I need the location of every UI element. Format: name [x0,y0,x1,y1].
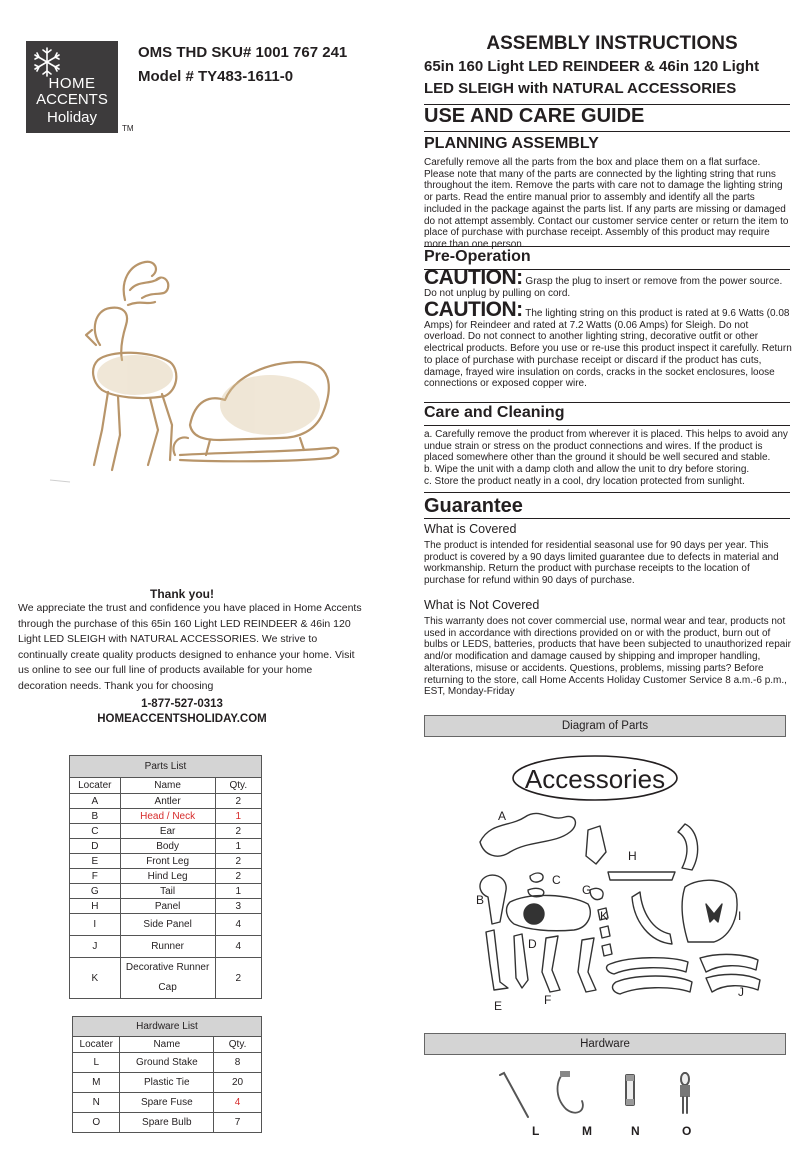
header-name: Name [120,778,215,794]
cell-locater: F [70,869,121,884]
cell-qty: 2 [215,869,261,884]
hardware-letter-o: O [682,1124,692,1138]
cell-name-line1: Decorative Runner [125,962,210,973]
diagram-label-i: I [738,909,742,923]
parts-list-table [69,755,262,999]
cell-name: Spare Bulb [120,1113,214,1133]
table-row [73,1093,262,1113]
hardware-illustration [480,1065,710,1125]
header-name: Name [120,1037,214,1053]
cell-qty: 3 [215,899,261,914]
ground-stake-icon [500,1073,528,1117]
spare-bulb-icon [681,1073,689,1085]
accessories-label: Accessories [524,764,666,794]
cell-name: Panel [120,899,215,914]
cell-name: Ground Stake [120,1053,214,1073]
what-is-covered-body: The product is intended for residential seasonal use for 90 days per year. This product is covered by a 90 days limited guarantee due to defects in material and workmanship. Return the product with purchase receipts to the location of purchase for refund within 90 days of purchase. [424,540,779,587]
care-and-cleaning-title: Care and Cleaning [424,404,565,421]
product-name-line1: 65in 160 Light LED REINDEER & 46in 120 Light [424,58,760,75]
reindeer-sleigh-illustration [30,250,360,490]
table-row [70,839,262,854]
divider [424,518,790,519]
cell-qty: 1 [215,839,261,854]
thank-you-title: Thank you! [149,587,214,601]
diagram-label-h: H [628,849,637,863]
divider [424,131,790,132]
cell-qty: 4 [215,936,261,958]
diagram-label-e: E [494,999,503,1013]
logo-line-accents: ACCENTS [36,91,108,108]
caution-label: CAUTION: [424,266,523,289]
hardware-letter-n: N [631,1124,640,1138]
table-row [70,809,262,824]
model-number: Model # TY483-1611-0 [138,68,294,85]
cell-qty: 8 [214,1053,262,1073]
cell-qty: 2 [215,958,261,999]
cell-name-line2: Cap [158,982,177,993]
cell-locater: A [70,794,121,809]
table-row [70,824,262,839]
customer-service-phone: 1-877-527-0313 [141,698,223,710]
care-item-a: a. Carefully remove the product from wherever it is placed. This helps to avoid any undue strain or stress on the product connections and wires. If the product is placed somewhere other than the ground it should be well secured and stable. [424,429,788,464]
hardware-letter-l: L [532,1124,540,1138]
hardware-list-caption: Hardware List [73,1017,262,1037]
planning-assembly-title: PLANNING ASSEMBLY [424,135,599,152]
cell-locater: K [70,958,121,999]
divider [424,402,790,403]
caution-label: CAUTION: [424,298,523,321]
what-is-covered-title: What is Covered [424,522,517,536]
header-locater: Locater [73,1037,120,1053]
cell-qty: 2 [215,794,261,809]
trademark-mark: TM [122,124,134,133]
guarantee-title: Guarantee [424,495,523,517]
header-qty: Qty. [215,778,261,794]
planning-assembly-body: Carefully remove all the parts from the box and place them on a flat surface. Please note that many of the parts are connected by the lighting string that runs throughout the item. Remove the parts with care not to damage the lighting string or parts. Read the entire manual prior to assembly and identify all the parts included in the package against the parts list. If any parts are missing or damaged do not attempt assembly. Contact our customer service center or return the item to place of purchase with purchase receipt. Assembly of this product may require more than one person. [424,157,789,250]
caution-rating [424,298,792,390]
assembly-instructions-title: ASSEMBLY INSTRUCTIONS [486,33,738,54]
table-row [70,869,262,884]
cell-qty: 4 [214,1093,262,1113]
use-and-care-title: USE AND CARE GUIDE [424,105,645,127]
cell-qty: 20 [214,1073,262,1093]
table-row [73,1113,262,1133]
diagram-label-d: D [528,937,537,951]
divider [424,246,790,247]
diagram-label-k: K [600,909,609,923]
diagram-label-c: C [552,873,561,887]
caution-plug [424,266,792,299]
cell-qty: 4 [215,914,261,936]
cell-locater: J [70,936,121,958]
cell-name: Ear [120,824,215,839]
product-name-line2: LED SLEIGH with NATURAL ACCESSORIES [424,80,737,97]
care-and-cleaning-body [424,429,792,488]
table-row [73,1073,262,1093]
cell-name: Hind Leg [120,869,215,884]
diagram-label-g: G [582,883,592,897]
table-row [70,958,262,999]
caution-plug-text: Grasp the plug to insert or remove from the power source. Do not unplug by pulling on cord. [424,276,783,299]
parts-list-caption: Parts List [70,756,262,778]
thank-you-message: We appreciate the trust and confidence you have placed in Home Accents through the purchase of this 65in 160 Light LED REINDEER & 46in 120 Light LED SLEIGH with NATURAL ACCESSORIES. We strive to continually create quality products designed to enhance your home. Visit us online to see our full line of products available for your home decoration needs. Thank you for choosing [18,602,362,692]
diagram-of-parts-bar: Diagram of Parts [424,715,786,737]
caution-rating-text: The lighting string on this product is rated at 9.6 Watts (0.08 Amps) for Reindeer and rated at 7.2 Watts (0.06 Amps) for Sleigh. Do not overload. Do not connect to another lighting string, decorative outfit or other electrical products. Before you use or re-use this product inspect it carefully. Return to place of purchase with purchase receipt or discard if the product has cuts, damage, frayed wire insulation on cords, cracks in the socket enclosures, loose connections or exposed copper wire. [424,308,792,390]
diagram-label-f: F [544,993,552,1007]
cell-name: Tail [120,884,215,899]
table-row [70,936,262,958]
hardware-bar: Hardware [424,1033,786,1055]
what-is-not-covered-body: This warranty does not cover commercial use, normal wear and tear, products not used in accordance with directions provided on or with the product, burn out of bulbs or LEDS, batteries, products that have been subjected to unauthorized repair and/or modification and damage caused by shipping and improper handling, alterations, misuse or accidents. Questions, problems, missing parts? Before returning to the store, call Home Accents Holiday Customer Service 8 a.m.-6 p.m., EST, Monday-Friday [424,616,791,698]
cell-locater: L [73,1053,120,1073]
cell-qty: 2 [215,824,261,839]
divider [424,425,790,426]
table-row [73,1053,262,1073]
cell-locater: M [73,1073,120,1093]
header-locater: Locater [70,778,121,794]
cell-name: Body [120,839,215,854]
care-item-b: b. Wipe the unit with a damp cloth and allow the unit to dry before storing. [424,464,750,476]
cell-locater: E [70,854,121,869]
cell-locater: H [70,899,121,914]
cell-qty: 1 [215,884,261,899]
cell-name: Runner [120,936,215,958]
cell-name [120,958,215,999]
cell-name: Head / Neck [120,809,215,824]
plastic-tie-icon [558,1073,583,1113]
table-row [70,899,262,914]
cell-locater: N [73,1093,120,1113]
cell-locater: B [70,809,121,824]
table-row [70,794,262,809]
cell-qty: 7 [214,1113,262,1133]
sku-number: OMS THD SKU# 1001 767 241 [138,44,348,61]
cell-locater: D [70,839,121,854]
home-accents-logo [26,41,118,133]
cell-locater: O [73,1113,120,1133]
hardware-letter-m: M [582,1124,592,1138]
diagram-label-j: J [738,985,744,999]
cell-name: Spare Fuse [120,1093,214,1113]
hardware-list-table [72,1016,262,1133]
parts-diagram [470,752,770,1022]
table-row [70,914,262,936]
cell-qty: 2 [215,854,261,869]
table-row [70,884,262,899]
table-row [70,854,262,869]
cell-locater: I [70,914,121,936]
diagram-label-b: B [476,893,485,907]
pre-operation-title: Pre-Operation [424,248,531,265]
divider [424,492,790,493]
cell-name: Front Leg [120,854,215,869]
cell-name: Antler [120,794,215,809]
diagram-label-a: A [498,809,507,823]
website-url: HOMEACCENTSHOLIDAY.COM [97,713,267,725]
logo-line-home: HOME [48,75,96,92]
cell-locater: C [70,824,121,839]
cell-name: Side Panel [120,914,215,936]
snowflake-icon [30,45,64,79]
cell-name: Plastic Tie [120,1073,214,1093]
logo-line-holiday: Holiday [46,109,98,126]
care-item-c: c. Store the product neatly in a cool, dry location protected from sunlight. [424,475,745,487]
cell-locater: G [70,884,121,899]
header-qty: Qty. [214,1037,262,1053]
what-is-not-covered-title: What is Not Covered [424,598,540,612]
cell-qty: 1 [215,809,261,824]
